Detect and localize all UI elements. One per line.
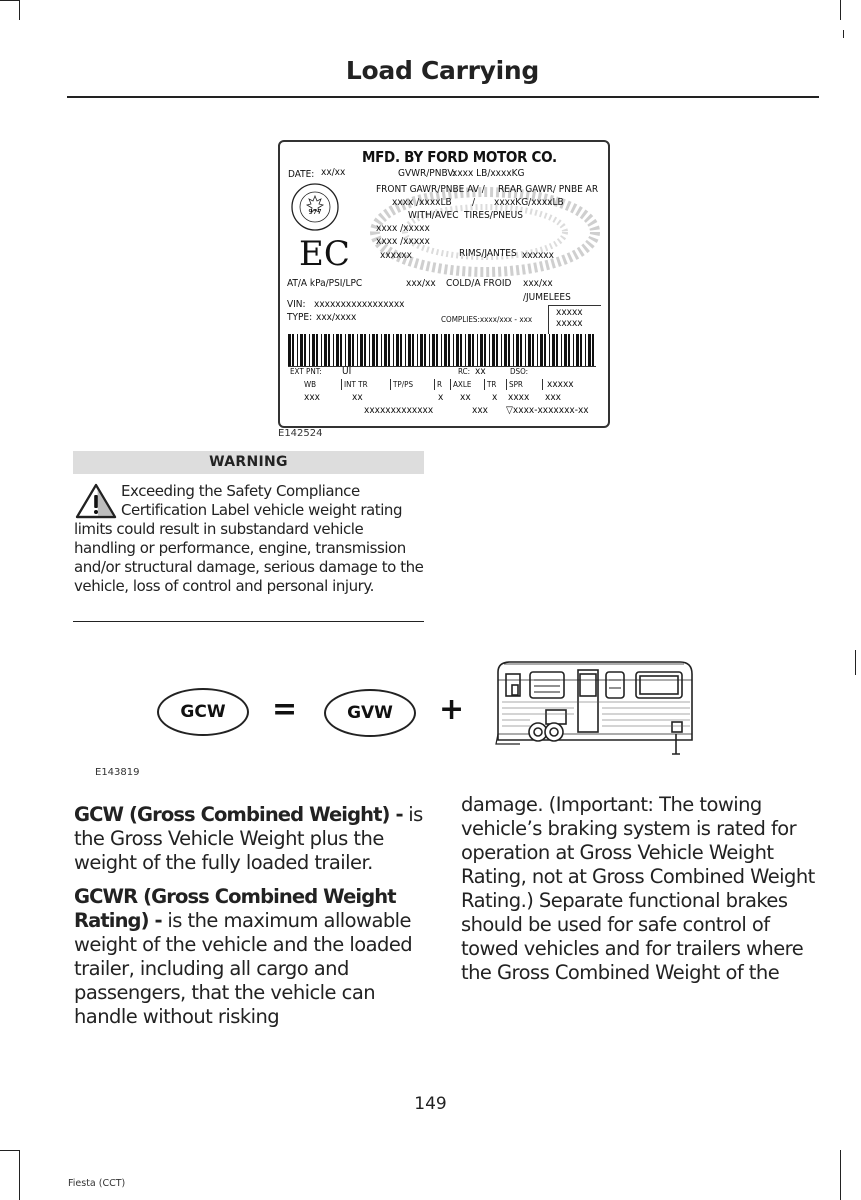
- label-rims-value: xxxxxx: [522, 250, 554, 261]
- label-axle: AXLE: [450, 379, 471, 390]
- label-row-value: xxxx: [508, 392, 530, 403]
- barcode-bar: [489, 334, 490, 366]
- gcwr-paragraph: [74, 885, 426, 1029]
- barcode-bar: [568, 334, 570, 366]
- barcode-bar: [477, 334, 478, 366]
- label-gvwr: GVWR/PNBV:: [398, 168, 456, 179]
- barcode-bar: [520, 334, 522, 366]
- label-row-value: xxx: [304, 392, 320, 403]
- label-vin: VIN:: [287, 299, 306, 310]
- barcode-bar: [388, 334, 390, 366]
- label-tp-ps: TP/PS: [390, 379, 413, 390]
- barcode-bar: [484, 334, 486, 366]
- barcode-bar: [324, 334, 327, 366]
- label-row-value: xxxxx: [542, 379, 574, 390]
- label-rear-value: xxxxKG/xxxxLB: [494, 197, 564, 208]
- barcode-bar: [300, 334, 303, 366]
- barcode-bar: [345, 334, 346, 366]
- crop-mark: [19, 1150, 20, 1200]
- label-row-value: xx: [460, 392, 471, 403]
- footer-model: Fiesta (CCT): [68, 1178, 126, 1189]
- label-tire-value: xxxx /xxxxx: [376, 236, 430, 247]
- barcode-bar: [580, 334, 582, 366]
- label-rc: RC:: [458, 367, 471, 376]
- barcode-bar: [316, 334, 318, 366]
- warning-text-block: [74, 482, 425, 596]
- crop-mark: [0, 1150, 20, 1151]
- crop-mark: [843, 30, 844, 38]
- barcode-bar: [436, 334, 438, 366]
- label-ext: EXT PNT:: [290, 367, 322, 376]
- label-cold-value: xxx/xx: [523, 278, 553, 289]
- label-row-value: x: [492, 392, 498, 403]
- barcode-bar: [504, 334, 507, 366]
- warning-divider: [73, 621, 424, 622]
- left-column: [74, 803, 426, 1039]
- barcode-bar: [472, 334, 474, 366]
- barcode-bar: [304, 334, 306, 366]
- barcode-bar: [588, 334, 591, 366]
- barcode-bar: [328, 334, 330, 366]
- label-tire-pressure-value: xxx/xx: [406, 278, 436, 289]
- barcode-bar: [585, 334, 586, 366]
- travel-trailer-icon: [494, 652, 696, 762]
- label-gvwr-value: xxxx LB/xxxxKG: [452, 168, 525, 179]
- label-tire-value: xxxx /xxxxx: [376, 223, 430, 234]
- warning-heading: WARNING: [73, 451, 424, 474]
- label-ext-value: UI: [342, 366, 352, 377]
- barcode-bar: [456, 334, 459, 366]
- barcode-bar: [532, 334, 534, 366]
- label-with: WITH/AVEC: [408, 210, 459, 221]
- crop-mark: [840, 0, 841, 20]
- label-slash: /: [472, 197, 476, 208]
- barcode-bar: [376, 334, 378, 366]
- barcode-bar: [561, 334, 562, 366]
- barcode-bar: [412, 334, 414, 366]
- barcode-bar: [552, 334, 555, 366]
- gcw-oval: GCW: [157, 688, 249, 736]
- barcode-bar: [364, 334, 366, 366]
- right-column: [461, 793, 815, 995]
- barcode-bar: [573, 334, 574, 366]
- label-row-value: xxx: [545, 392, 561, 403]
- barcode-bar: [384, 334, 387, 366]
- gcw-paragraph: [74, 803, 426, 875]
- barcode: [288, 334, 596, 366]
- label-row-value: x: [438, 392, 444, 403]
- barcode-bar: [516, 334, 519, 366]
- barcode-bar: [453, 334, 454, 366]
- label-rc-value: xx: [475, 366, 486, 377]
- barcode-bar: [352, 334, 354, 366]
- page-title: Load Carrying: [345, 56, 539, 85]
- crop-mark: [19, 0, 20, 20]
- figure-caption: E142524: [278, 428, 323, 439]
- barcode-bar: [448, 334, 450, 366]
- barcode-bar: [564, 334, 567, 366]
- crop-mark: [840, 1150, 841, 1200]
- crop-mark: [0, 0, 20, 1]
- label-tire-value: xxxxxx: [380, 250, 412, 261]
- barcode-bar: [441, 334, 442, 366]
- barcode-bar: [292, 334, 294, 366]
- label-cold-value: /JUMELEES: [523, 292, 571, 303]
- canada-seal-icon: [290, 182, 340, 232]
- figure-caption: E143819: [95, 767, 140, 778]
- barcode-bar: [528, 334, 531, 366]
- label-type: TYPE:: [287, 312, 313, 323]
- barcode-bar: [400, 334, 402, 366]
- crop-mark: [855, 650, 856, 675]
- barcode-bar: [288, 334, 291, 366]
- barcode-bar: [393, 334, 394, 366]
- label-bottom-value: ▽xxxx-xxxxxxx-xx: [506, 405, 589, 416]
- barcode-bar: [468, 334, 471, 366]
- label-cold: COLD/A FROID: [446, 278, 512, 289]
- barcode-bar: [429, 334, 430, 366]
- plus-sign: +: [439, 692, 465, 727]
- barcode-bar: [480, 334, 483, 366]
- barcode-bar: [540, 334, 543, 366]
- label-bottom-value: xxxxxxxxxxxxx: [364, 405, 434, 416]
- label-box-value: xxxxx: [556, 318, 583, 329]
- barcode-bar: [340, 334, 342, 366]
- label-complies: COMPLIES:xxxx/xxx - xxx: [441, 315, 533, 324]
- barcode-bar: [444, 334, 447, 366]
- barcode-bar: [420, 334, 423, 366]
- gcw-term: GCW (Gross Combined Weight) -: [74, 803, 403, 826]
- barcode-bar: [309, 334, 310, 366]
- label-rims: RIMS/JANTES: [459, 248, 517, 259]
- barcode-bar: [381, 334, 382, 366]
- barcode-bar: [405, 334, 406, 366]
- label-wb: WB: [304, 380, 317, 389]
- label-tires: TIRES/PNEUS: [464, 210, 523, 221]
- barcode-bar: [496, 334, 498, 366]
- label-vin-value: xxxxxxxxxxxxxxxxx: [314, 299, 405, 310]
- barcode-bar: [417, 334, 418, 366]
- label-rule: [288, 366, 596, 367]
- barcode-bar: [372, 334, 375, 366]
- certification-label-figure: [278, 140, 610, 428]
- barcode-bar: [312, 334, 315, 366]
- label-tr: TR: [484, 379, 496, 390]
- barcode-bar: [501, 334, 502, 366]
- equals-sign: =: [272, 692, 298, 727]
- barcode-bar: [321, 334, 322, 366]
- barcode-bar: [556, 334, 558, 366]
- label-spr: SPR: [506, 379, 523, 390]
- barcode-bar: [537, 334, 538, 366]
- label-bottom-value: xxx: [472, 405, 488, 416]
- barcode-bar: [336, 334, 339, 366]
- barcode-bar: [357, 334, 358, 366]
- barcode-bar: [333, 334, 334, 366]
- label-dso: DSO:: [510, 367, 529, 376]
- barcode-bar: [396, 334, 399, 366]
- barcode-bar: [544, 334, 546, 366]
- label-rear-gawr: REAR GAWR/ PNBE AR: [498, 184, 599, 195]
- barcode-bar: [525, 334, 526, 366]
- label-tire-pressure: AT/A kPa/PSI/LPC: [287, 278, 363, 289]
- gcwr-term: GCWR (Gross Combined Weight Rating) -: [74, 885, 396, 932]
- barcode-bar: [360, 334, 363, 366]
- label-int-tr: INT TR: [341, 379, 368, 390]
- barcode-bar: [432, 334, 435, 366]
- barcode-bar: [348, 334, 351, 366]
- label-box-value: xxxxx: [556, 307, 583, 318]
- seal-number: 977: [308, 208, 322, 216]
- gcw-definition: is the Gross Vehicle Weight plus the weight of the fully loaded trailer.: [74, 803, 423, 874]
- barcode-bar: [513, 334, 514, 366]
- gvw-oval: GVW: [324, 689, 416, 737]
- barcode-bar: [297, 334, 298, 366]
- barcode-bar: [576, 334, 579, 366]
- barcode-bar: [460, 334, 462, 366]
- barcode-bar: [508, 334, 510, 366]
- label-front-gawr: FRONT GAWR/PNBE AV /: [376, 184, 485, 195]
- barcode-bar: [369, 334, 370, 366]
- warning-text: Exceeding the Safety Compliance Certification Label vehicle weight rating limits could result in substandard vehicle handling or performance, engine, transmission and/or structural damage, serious damage to the vehicle, loss of control and personal injury.: [74, 482, 424, 595]
- barcode-bar: [465, 334, 466, 366]
- gcwr-definition: is the maximum allowable weight of the vehicle and the loaded trailer, including all cargo and passengers, that the vehicle can handle without risking: [74, 909, 413, 1028]
- label-manufacturer: MFD. BY FORD MOTOR CO.: [362, 148, 557, 166]
- label-type-value: xxx/xxxx: [316, 312, 357, 323]
- label-r: R: [434, 379, 442, 390]
- barcode-bar: [592, 334, 594, 366]
- barcode-bar: [408, 334, 411, 366]
- page-number: 149: [414, 1094, 447, 1114]
- label-date: DATE:: [288, 169, 315, 180]
- barcode-bar: [424, 334, 426, 366]
- right-paragraph: damage. (Important: The towing vehicle’s braking system is rated for operation at Gross Vehicle Weight Rating, not at Gross Combined Weight Rating.) Separate functional brakes should be used for safe control of towed vehicles and for trailers where the Gross Combined Weight of the: [461, 793, 815, 984]
- label-front-value: xxxx /xxxxLB: [392, 197, 452, 208]
- barcode-bar: [549, 334, 550, 366]
- warning-icon-spacer: [74, 482, 121, 520]
- label-date-value: xx/xx: [321, 167, 346, 178]
- title-divider: [67, 96, 819, 98]
- barcode-bar: [492, 334, 495, 366]
- label-ec: EC: [299, 234, 350, 274]
- label-row-value: xx: [352, 392, 363, 403]
